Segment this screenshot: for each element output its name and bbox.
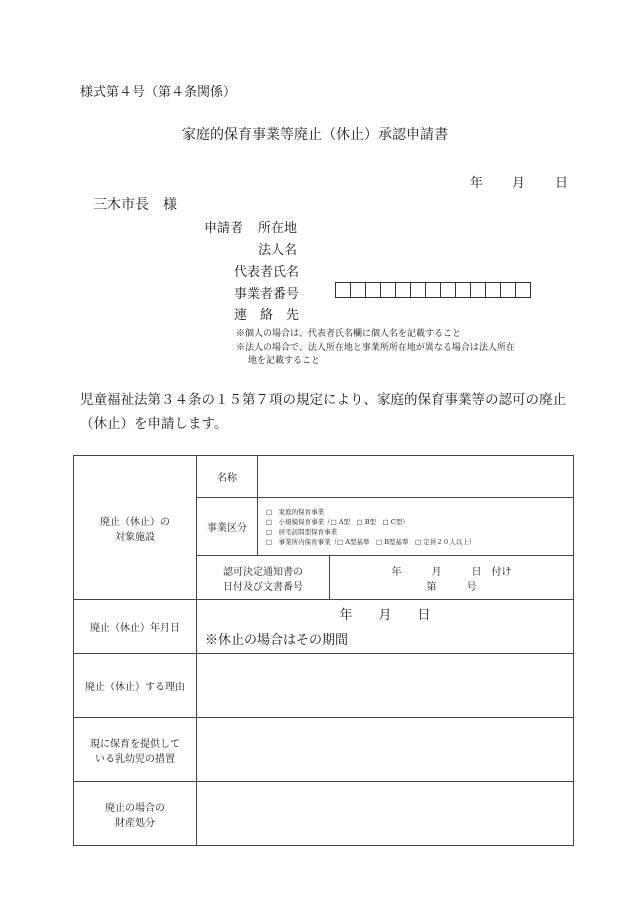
measures-field[interactable] [197, 718, 574, 782]
form-number: 様式第４号（第４条関係） [80, 85, 237, 100]
name-field[interactable] [258, 456, 574, 498]
category-label: 事業区分 [197, 498, 258, 556]
reason-field[interactable] [197, 654, 574, 718]
business-number-label: 事業者番号 [234, 287, 300, 302]
category-option[interactable]: □ 事業所内保育事業（□ A型基準 □ B型基準 □ 定員２０人以上） [266, 537, 476, 546]
contact-label: 連 絡 先 [234, 308, 300, 323]
approval-notice-field[interactable]: 年 月 日 付け 第 号 [330, 556, 574, 600]
note-corporate: ※法人の場合で、法人所在地と事業所所在地が異なる場合は法人所在 [236, 343, 515, 353]
note-corporate-cont: 地を記載すること [248, 356, 321, 366]
category-option[interactable]: □ 家庭的保育事業 [266, 507, 325, 516]
applicant-address-label: 所在地 [258, 221, 298, 236]
applicant-label: 申請者 [204, 221, 244, 236]
category-option[interactable]: □ 居宅訪問型保育事業 [266, 527, 338, 536]
application-statement: 児童福祉法第３４条の１５第７項の規定により、家庭的保育事業等の認可の廃止（休止）を申請します。 [80, 392, 566, 432]
measures-label: 現に保育を提供して いる乳幼児の措置 [74, 718, 197, 782]
note-individual: ※個人の場合は、代表者氏名欄に個人名を記載すること [236, 329, 462, 339]
date-field[interactable]: 年 月 日 ※休止の場合はその期間 [197, 600, 574, 654]
date-day: 日 [555, 176, 569, 191]
document-title: 家庭的保育事業等廃止（休止）承認申請書 [182, 127, 448, 143]
reason-label: 廃止（休止）する理由 [74, 654, 197, 718]
category-options[interactable] [258, 498, 574, 556]
date-label: 廃止（休止）年月日 [74, 600, 197, 654]
corp-name-label: 法人名 [258, 243, 298, 258]
target-facility-label: 廃止（休止）の 対象施設 [74, 456, 197, 600]
application-table [73, 455, 574, 846]
name-label: 名称 [197, 456, 258, 498]
date-year: 年 [470, 176, 484, 191]
representative-label: 代表者氏名 [234, 265, 300, 280]
property-label: 廃止の場合の 財産処分 [74, 782, 197, 846]
approval-notice-label: 認可決定通知書の 日付及び文書番号 [197, 556, 330, 600]
category-option[interactable]: □ 小規模保育事業（□ A型 □ B型 □ C型） [266, 517, 409, 526]
date-month: 月 [512, 176, 526, 191]
addressee: 三木市長 様 [93, 197, 177, 213]
property-field[interactable] [197, 782, 574, 846]
business-number-boxes[interactable] [336, 282, 531, 298]
